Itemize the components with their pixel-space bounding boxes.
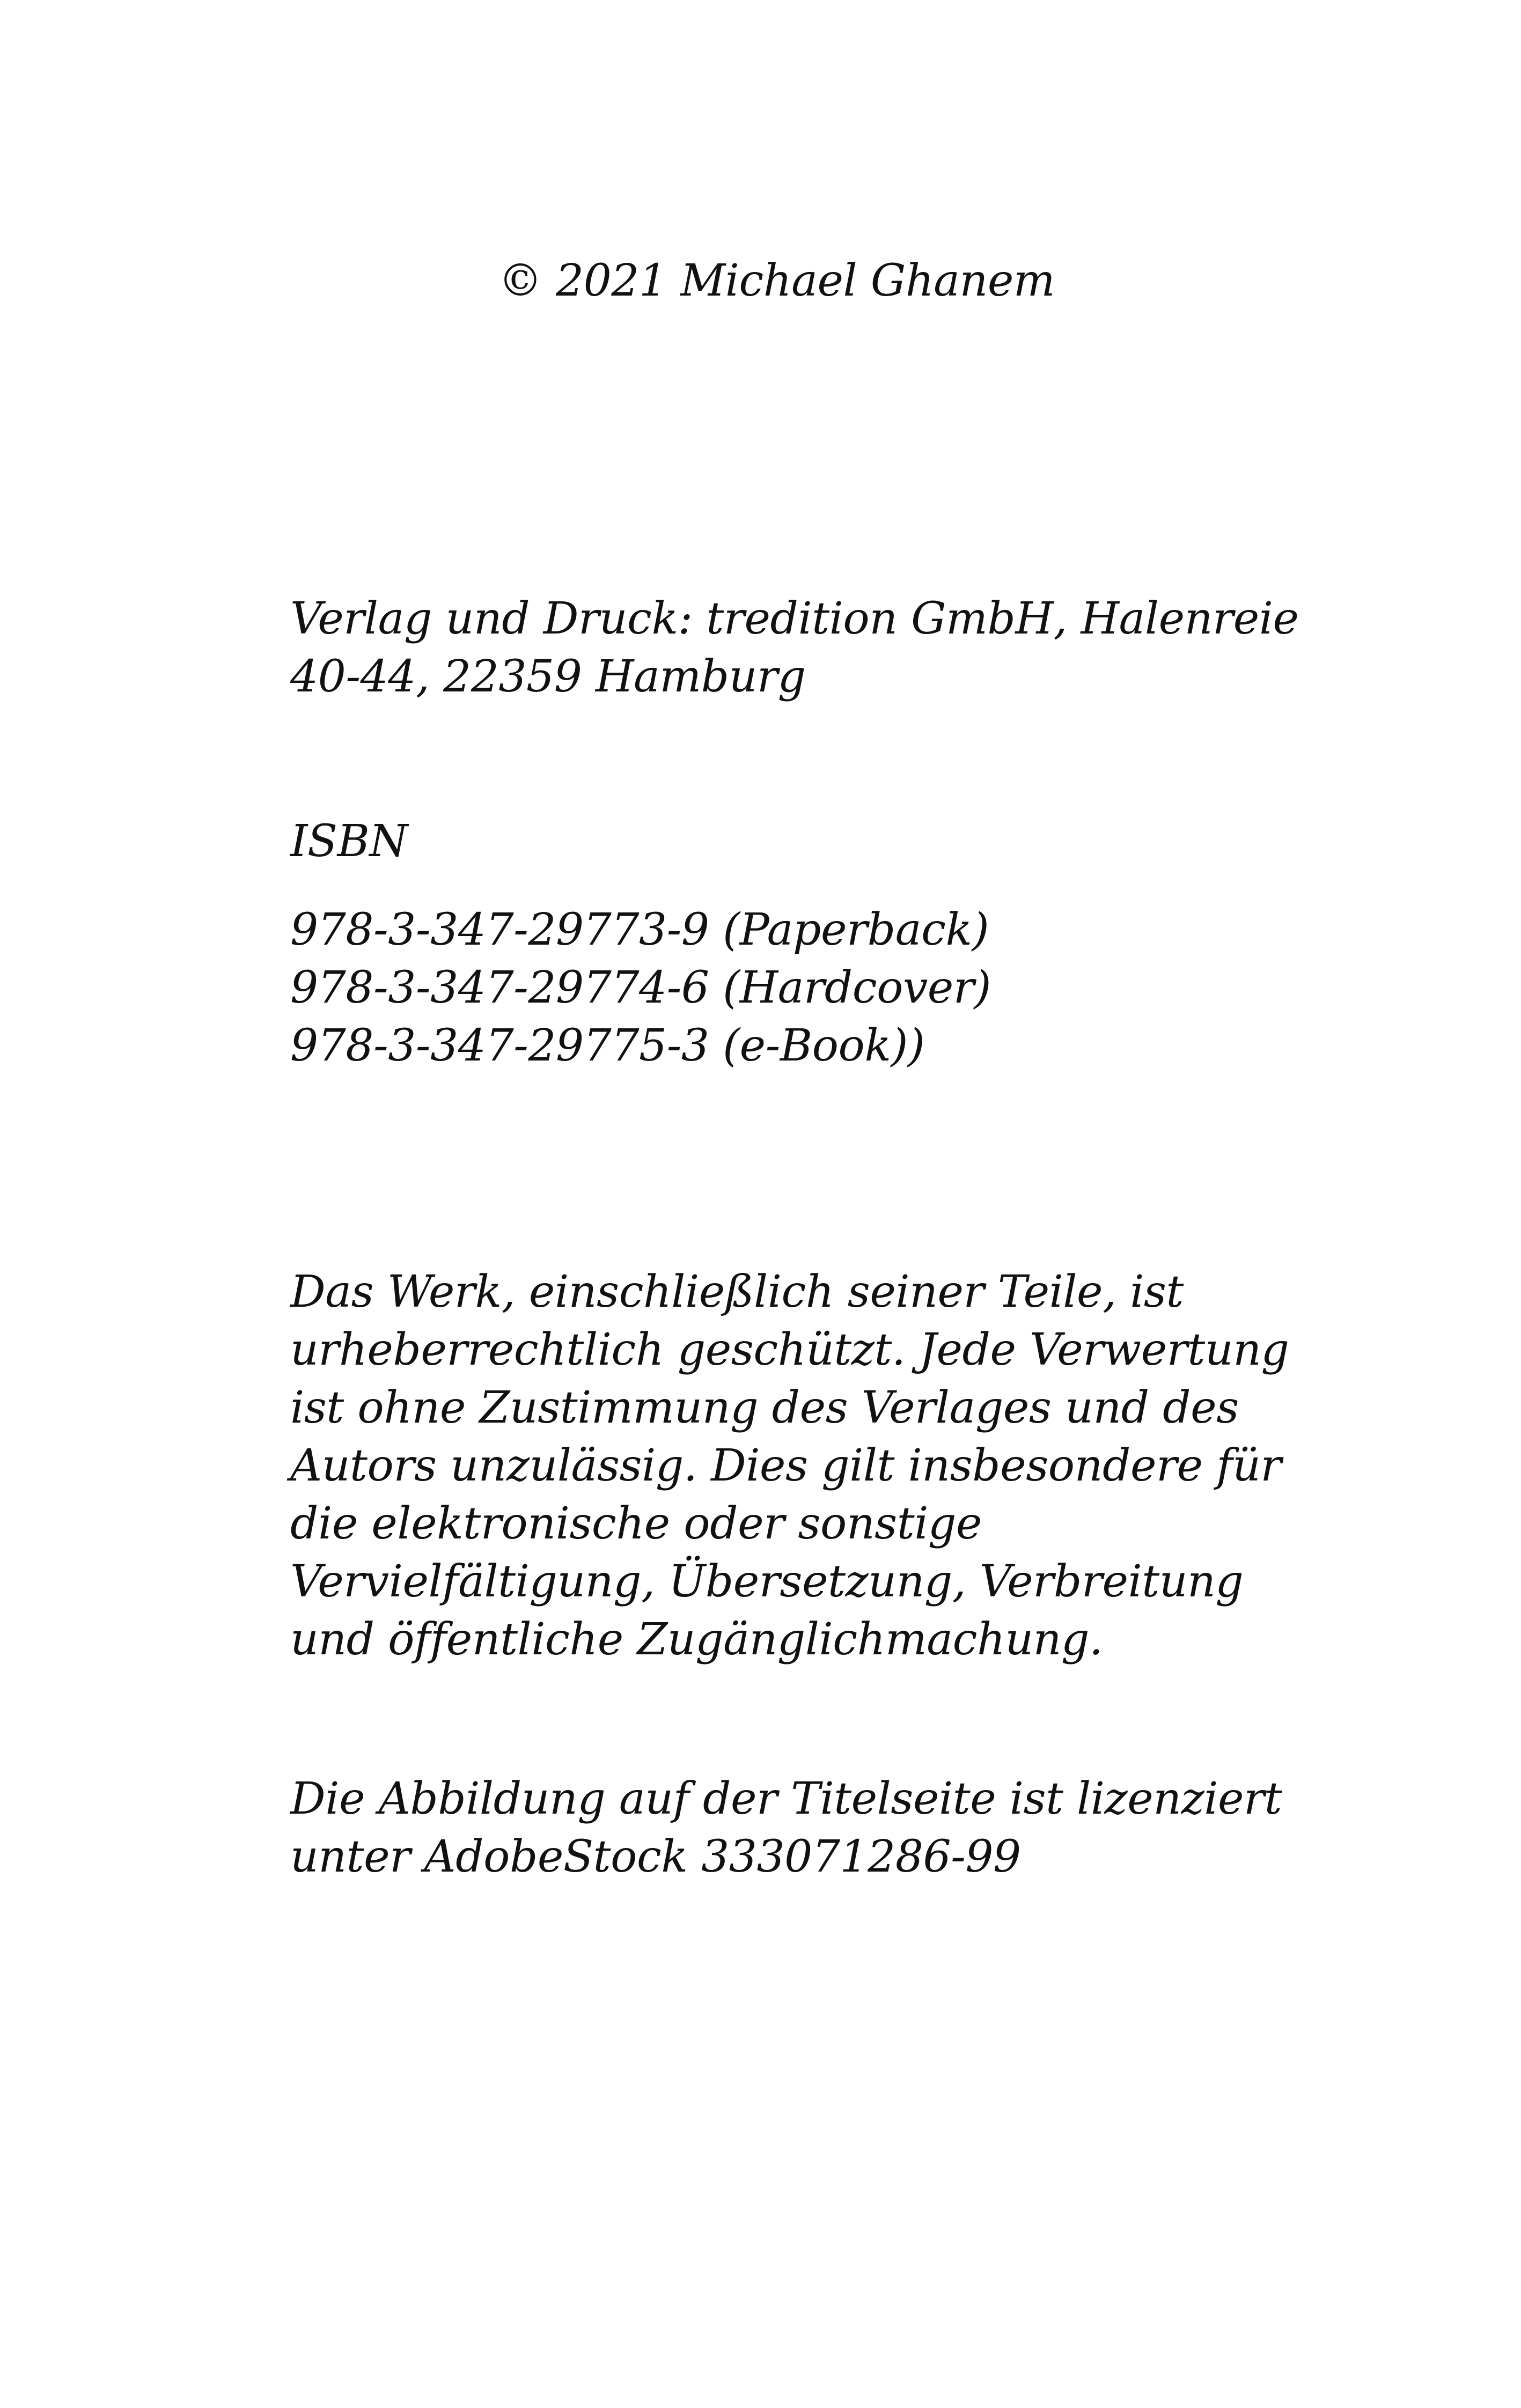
rights-line: urheberrechtlich geschützt. Jede Verwertung — [290, 1324, 1289, 1375]
rights-line: und öffentliche Zugänglichmachung. — [290, 1614, 1103, 1665]
isbn-label: ISBN — [290, 816, 408, 867]
publisher-info — [290, 590, 1363, 706]
image-license-line: unter AdobeStock 333071286-99 — [290, 1831, 1021, 1882]
rights-line: Vervielfältigung, Übersetzung, Verbreitung — [290, 1556, 1244, 1607]
isbn-hardcover: 978-3-347-29774-6 (Hardcover) — [290, 962, 991, 1013]
publisher-address-line: 40-44, 22359 Hamburg — [290, 651, 806, 702]
publisher-line: Verlag und Druck: tredition GmbH, Halenreie — [290, 593, 1299, 644]
rights-line: die elektronische oder sonstige — [290, 1498, 982, 1549]
image-license-notice — [290, 1770, 1363, 1886]
isbn-ebook: 978-3-347-29775-3 (e-Book)) — [290, 1020, 925, 1071]
isbn-paperback: 978-3-347-29773-9 (Paperback) — [290, 904, 989, 955]
rights-line: ist ohne Zustimmung des Verlages und des — [290, 1382, 1239, 1433]
rights-line: Autors unzulässig. Dies gilt insbesondere für — [290, 1440, 1282, 1491]
rights-line: Das Werk, einschließlich seiner Teile, ist — [290, 1266, 1184, 1317]
isbn-heading — [290, 813, 1363, 871]
image-license-line: Die Abbildung auf der Titelseite ist lizenziert — [290, 1773, 1282, 1824]
rights-notice — [290, 1263, 1363, 1669]
isbn-list — [290, 901, 1363, 1075]
copyright-notice: © 2021 Michael Ghanem — [498, 255, 1055, 306]
